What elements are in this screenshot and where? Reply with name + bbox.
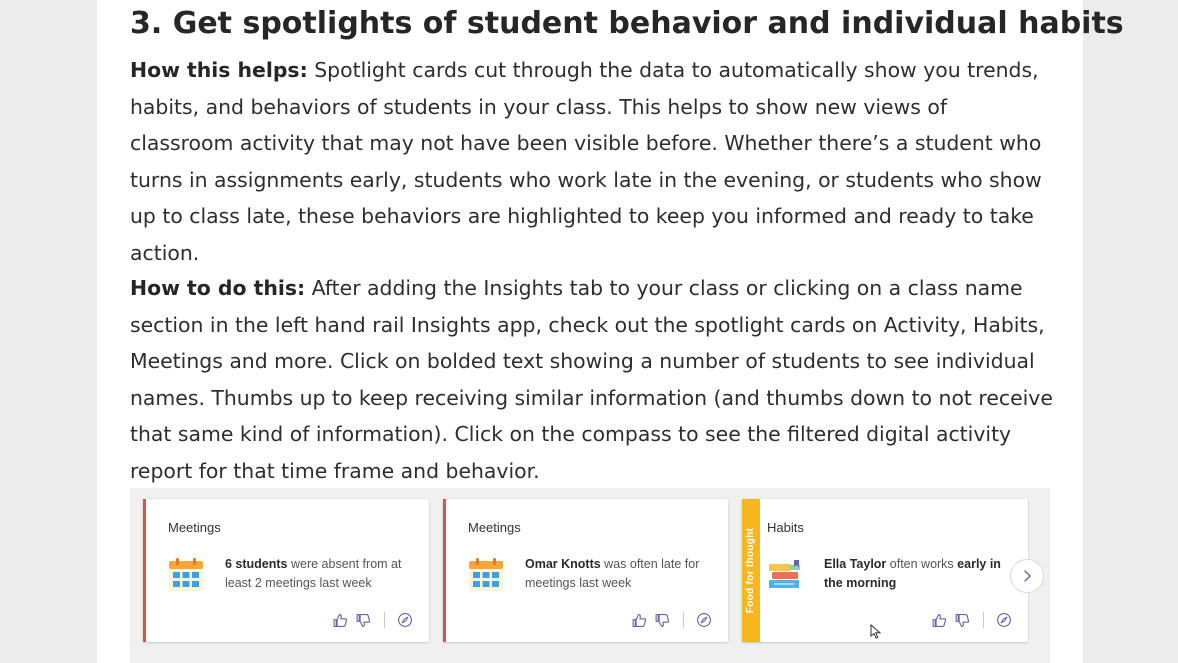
how-this-helps-label: How this helps: [130, 58, 308, 82]
student-name-link[interactable]: Omar Knotts [525, 557, 601, 571]
card-category: Meetings [468, 520, 521, 535]
card-category: Meetings [168, 520, 221, 535]
card-accent-bar [143, 499, 146, 642]
spotlight-card-meetings-late [443, 499, 728, 642]
thumbs-up-icon[interactable] [931, 612, 948, 629]
habit-highlight: early in the morning [824, 557, 1001, 590]
spotlight-card-meetings-absent [143, 499, 429, 642]
card-category: Habits [767, 520, 804, 535]
next-card-button[interactable] [1010, 559, 1044, 593]
thumbs-up-icon[interactable] [332, 612, 349, 629]
section-heading: 3. Get spotlights of student behavior and individual habits [130, 6, 1124, 41]
students-count-link[interactable]: 6 students [225, 557, 288, 571]
spotlight-cards-screenshot [130, 488, 1050, 663]
mouse-cursor-icon [870, 624, 882, 640]
divider [983, 612, 984, 628]
books-icon [766, 556, 804, 594]
ribbon-label: Food for thought [745, 527, 757, 614]
thumbs-down-icon[interactable] [355, 612, 372, 629]
thumbs-down-icon[interactable] [954, 612, 971, 629]
card-actions [332, 610, 413, 630]
student-name-link[interactable]: Ella Taylor [824, 557, 887, 571]
thumbs-up-icon[interactable] [631, 612, 648, 629]
card-accent-bar [443, 499, 446, 642]
thumbs-down-icon[interactable] [654, 612, 671, 629]
compass-icon[interactable] [696, 612, 712, 628]
card-actions [631, 610, 712, 630]
how-this-helps-paragraph [130, 52, 1055, 271]
calendar-icon [467, 556, 505, 594]
how-this-helps-text: Spotlight cards cut through the data to automatically show you trends, habits, and behaviors of students in your class. This helps to show new views of classroom activity that may not have been visible before. Whether there’s a student who turns in assignments early, students who work late in the evening, or students who show up to class late, these behaviors are highlighted to keep you informed and ready to take action. [130, 58, 1042, 265]
compass-icon[interactable] [996, 612, 1012, 628]
how-to-do-this-label: How to do this: [130, 276, 306, 300]
chevron-right-icon [1021, 569, 1033, 583]
card-message: Omar Knotts was often late for meetings last week [525, 557, 700, 590]
compass-icon[interactable] [397, 612, 413, 628]
how-to-do-this-paragraph [130, 270, 1055, 489]
divider [384, 612, 385, 628]
calendar-icon [167, 556, 205, 594]
card-message: 6 students were absent from at least 2 meetings last week [225, 557, 402, 590]
card-message: Ella Taylor often works early in the morning [824, 557, 1001, 590]
spotlight-card-habits [742, 499, 1028, 642]
how-to-do-this-text: After adding the Insights tab to your class or clicking on a class name section in the left hand rail Insights app, check out the spotlight cards on Activity, Habits, Meetings and more. Click on bolded text showing a number of students to see individual names. Thumbs up to keep receiving similar information (and thumbs down to not receive that same kind of information). Click on the compass to see the filtered digital activity report for that time frame and behavior. [130, 276, 1053, 483]
card-actions [931, 610, 1012, 630]
divider [683, 612, 684, 628]
article-page [97, 0, 1124, 663]
